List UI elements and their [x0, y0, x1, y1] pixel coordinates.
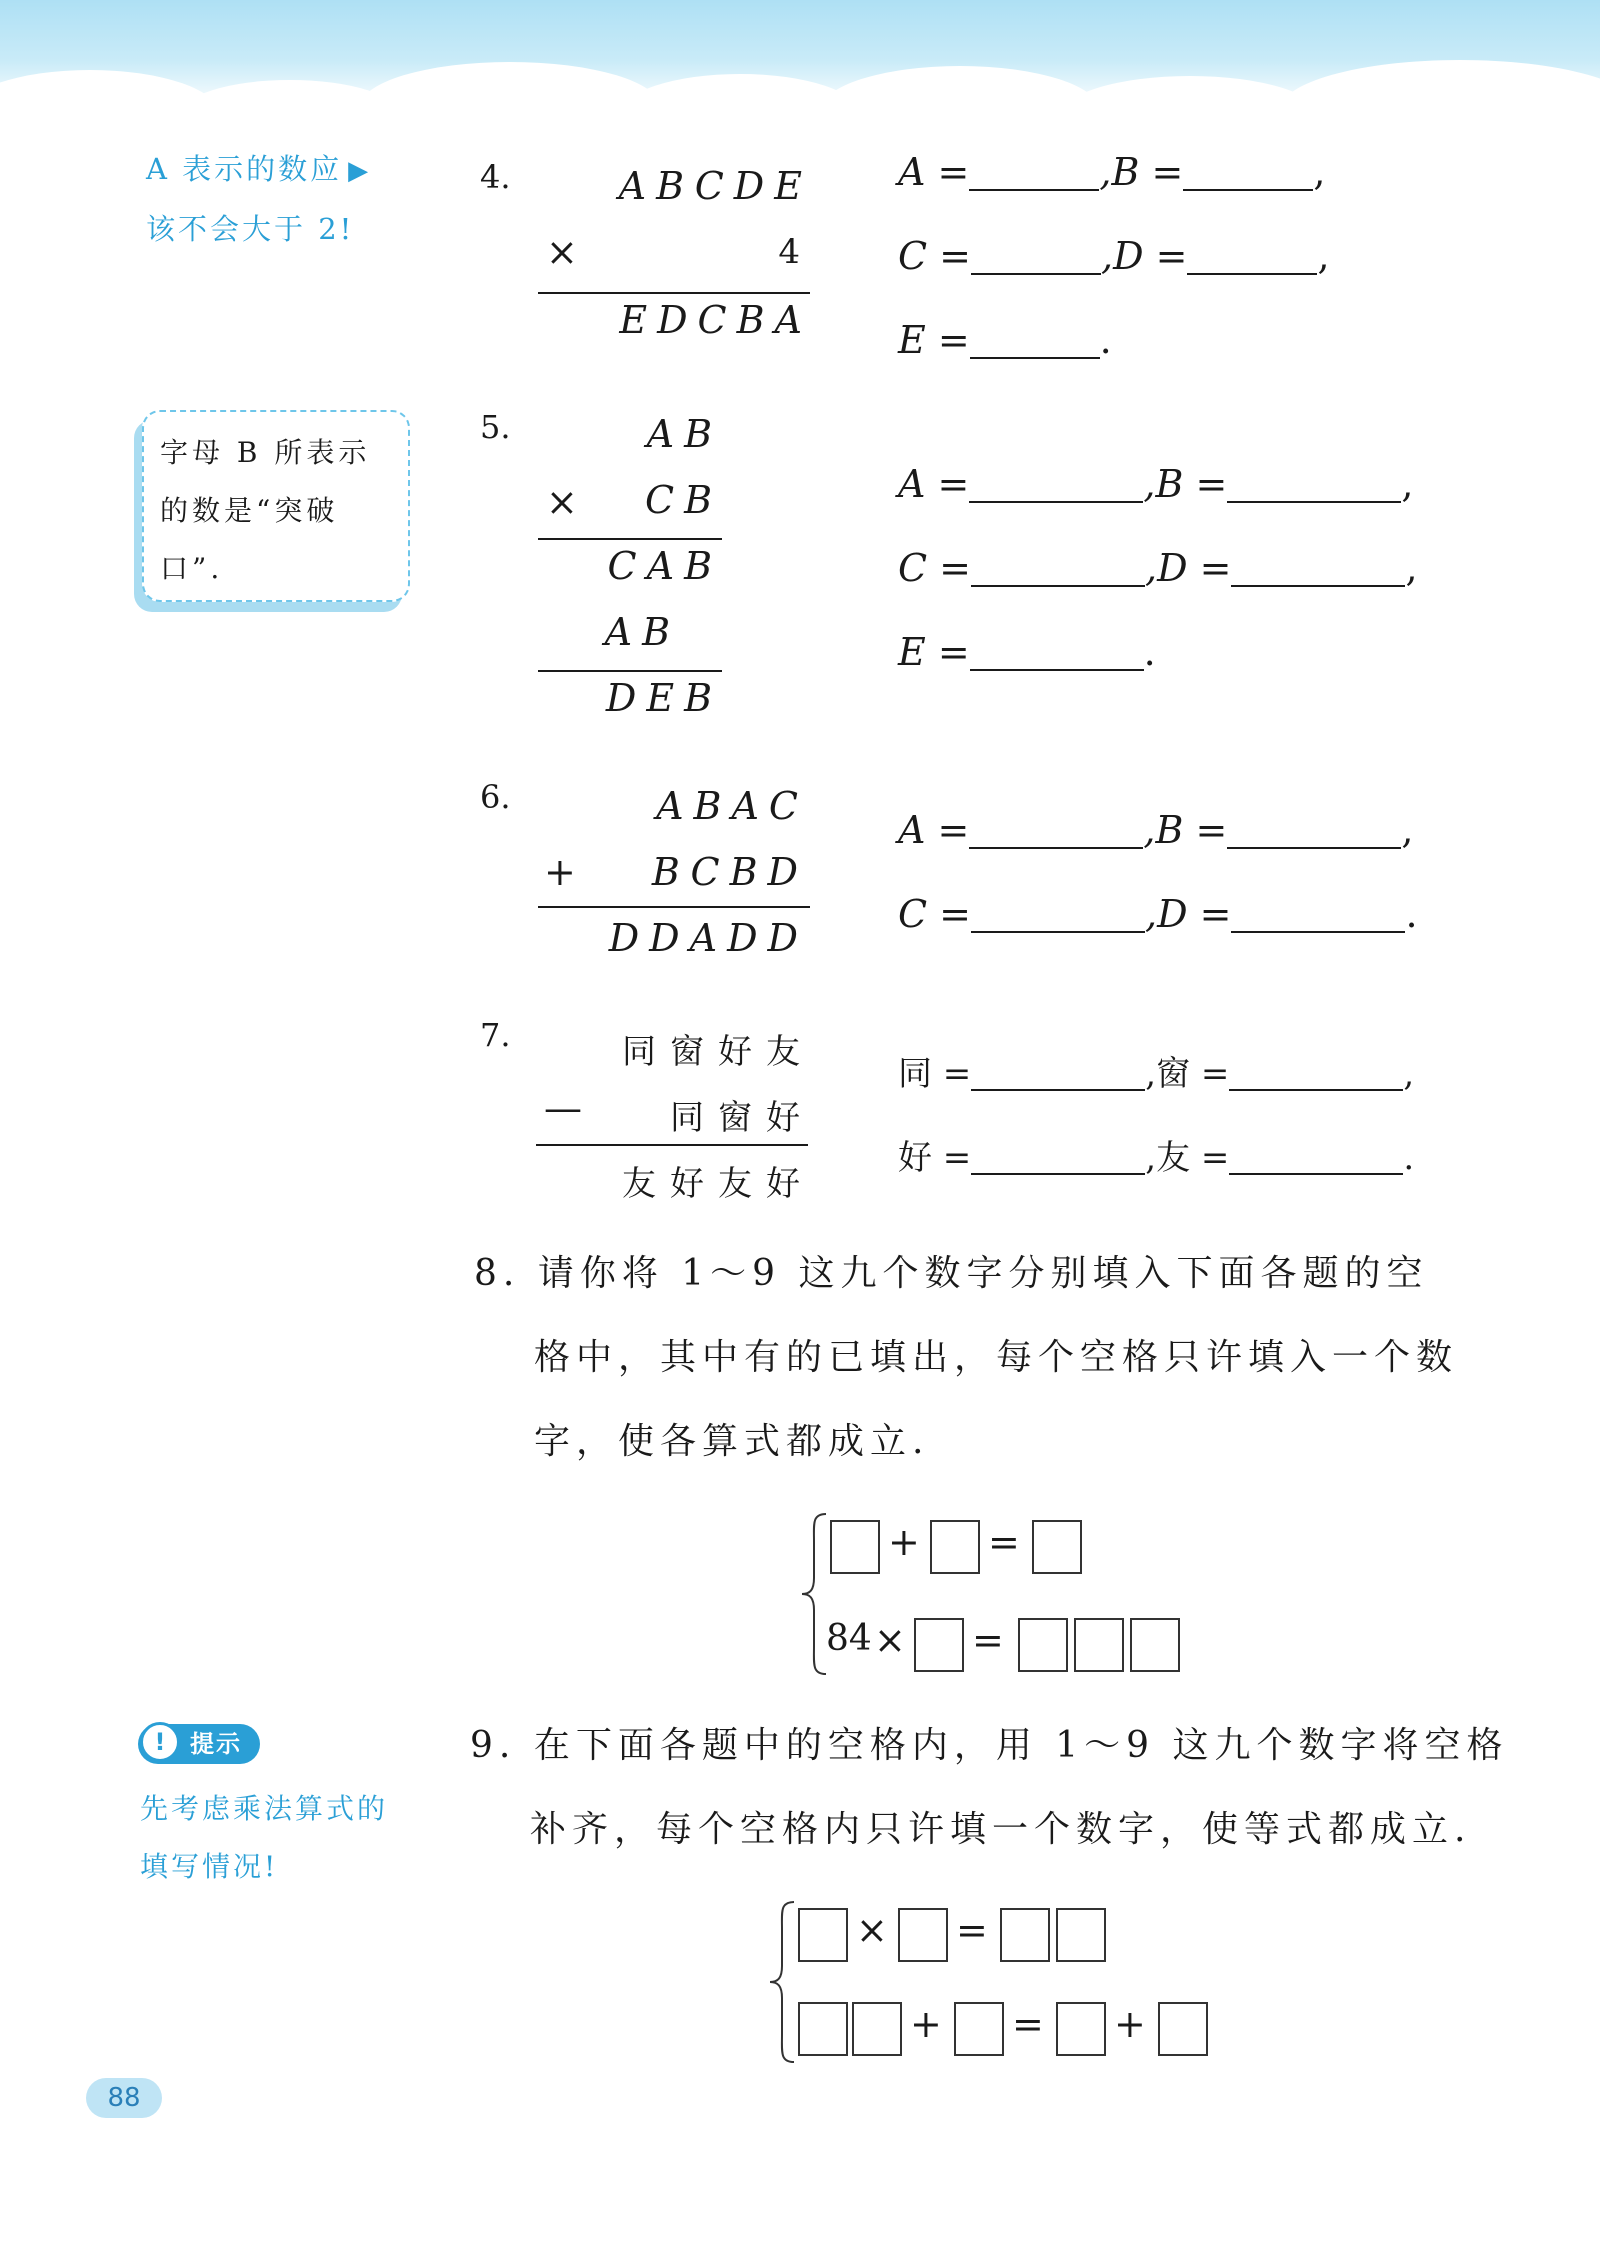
sidebar-tip-a — [146, 140, 371, 258]
times-sign: × — [546, 230, 578, 274]
plus-sign: + — [888, 1520, 920, 1564]
sum-line — [538, 292, 810, 294]
q4-answer-line-3 — [898, 318, 1112, 362]
answer-label: ,窗 = — [1145, 1054, 1230, 1094]
punctuation: . — [1403, 1138, 1415, 1178]
q4-answer-line-1 — [898, 150, 1325, 194]
q7-answer-line-2 — [898, 1130, 1414, 1179]
sum-line — [538, 906, 810, 908]
q5-answer-line-1 — [898, 462, 1413, 506]
answer-blank[interactable] — [969, 153, 1099, 191]
page-number: 88 — [86, 2078, 162, 2118]
q9-line: 补齐，每个空格内只许填一个数字，使等式都成立. — [530, 1809, 1472, 1850]
answer-label: ,友 = — [1145, 1138, 1230, 1178]
plus-sign: + — [544, 850, 576, 894]
q4-answer-line-2 — [898, 234, 1330, 278]
answer-box[interactable] — [930, 1520, 980, 1574]
header-cloud-band — [0, 0, 1600, 110]
punctuation: , — [1403, 1054, 1415, 1094]
punctuation: , — [1317, 234, 1330, 278]
q9-line: 在下面各题中的空格内，用 1～9 这九个数字将空格 — [533, 1725, 1509, 1766]
answer-box[interactable] — [954, 2002, 1004, 2056]
answer-label: C = — [898, 234, 971, 278]
q8-line: 格中，其中有的已填出，每个空格只许填入一个数 — [534, 1337, 1459, 1378]
answer-box[interactable] — [1130, 1618, 1180, 1672]
punctuation: , — [1313, 150, 1326, 194]
plus-sign: + — [910, 2002, 942, 2046]
q7-answer-line-1 — [898, 1046, 1414, 1095]
answer-box[interactable] — [1056, 2002, 1106, 2056]
punctuation: . — [1143, 630, 1156, 674]
question-number: 9. — [470, 1725, 517, 1766]
q6-answer-line-1 — [898, 808, 1413, 852]
q7-row-2: 同窗好 — [670, 1098, 814, 1138]
punctuation: . — [1405, 892, 1418, 936]
answer-label: ,D = — [1145, 546, 1232, 590]
answer-label: E = — [898, 318, 970, 362]
q6-row-2: BCBD — [651, 850, 808, 894]
note-line: 字母 B 所表示 — [160, 436, 371, 469]
triangle-right-icon: ▶ — [348, 156, 372, 186]
answer-label: C = — [898, 892, 971, 936]
times-sign: × — [546, 480, 578, 524]
answer-blank[interactable] — [970, 321, 1100, 359]
answer-blank[interactable] — [971, 895, 1145, 933]
answer-blank[interactable] — [1187, 237, 1317, 275]
answer-blank[interactable] — [1227, 811, 1401, 849]
q6-row-1: ABAC — [656, 784, 808, 828]
hint-badge-label: 提示 — [190, 1730, 242, 1758]
times-sign: × — [856, 1908, 888, 1952]
q4-row-3: EDCBA — [619, 298, 812, 342]
answer-label: A = — [898, 808, 970, 852]
answer-blank[interactable] — [1231, 895, 1405, 933]
answer-box[interactable] — [852, 2002, 902, 2056]
answer-blank[interactable] — [971, 237, 1101, 275]
note-line: 的数是“突破 — [160, 494, 339, 527]
answer-label: C = — [898, 546, 971, 590]
tip-line: A 表示的数应 — [146, 152, 343, 186]
answer-blank[interactable] — [969, 465, 1143, 503]
answer-blank[interactable] — [1229, 1053, 1403, 1091]
q5-row-1: AB — [646, 412, 722, 456]
question-number: 6. — [480, 778, 511, 816]
answer-blank[interactable] — [1227, 465, 1401, 503]
answer-box[interactable] — [1018, 1618, 1068, 1672]
sum-line — [538, 670, 722, 672]
answer-box[interactable] — [1074, 1618, 1124, 1672]
exclamation-icon: ! — [140, 1722, 180, 1762]
answer-box[interactable] — [1158, 2002, 1208, 2056]
punctuation: , — [1401, 462, 1414, 506]
answer-blank[interactable] — [970, 633, 1144, 671]
answer-label: ,B = — [1099, 150, 1184, 194]
punctuation: , — [1405, 546, 1418, 590]
plus-sign: + — [1114, 2002, 1146, 2046]
q5-row-2: CB — [645, 478, 722, 522]
answer-label: 同 = — [898, 1054, 972, 1094]
answer-label: A = — [898, 150, 970, 194]
answer-label: ,B = — [1143, 462, 1228, 506]
q8-line: 字，使各算式都成立. — [534, 1421, 930, 1462]
tip-line: 该不会大于 2! — [146, 212, 355, 246]
equals-sign: = — [956, 1908, 988, 1952]
answer-box[interactable] — [798, 1908, 848, 1962]
product-line — [538, 538, 722, 540]
sidebar-hint-text — [140, 1780, 388, 1896]
answer-label: ,D = — [1101, 234, 1188, 278]
equals-sign: = — [988, 1520, 1020, 1564]
answer-box[interactable] — [798, 2002, 848, 2056]
sidebar-note-b — [142, 410, 410, 602]
question-number: 4. — [480, 158, 511, 196]
q9-text — [470, 1704, 1530, 1872]
answer-blank[interactable] — [1231, 549, 1405, 587]
answer-blank[interactable] — [1183, 153, 1313, 191]
q4-row-2: 4 — [778, 232, 810, 272]
q5-row-5: DEB — [605, 676, 722, 720]
q5-answer-line-2 — [898, 546, 1418, 590]
question-number: 5. — [480, 408, 511, 446]
answer-box[interactable] — [1032, 1520, 1082, 1574]
answer-blank[interactable] — [971, 549, 1145, 587]
answer-label: ,B = — [1143, 808, 1228, 852]
answer-blank[interactable] — [971, 1137, 1145, 1175]
answer-label: 好 = — [898, 1138, 972, 1178]
answer-box[interactable] — [914, 1618, 964, 1672]
equals-sign: = — [1012, 2002, 1044, 2046]
equals-sign: = — [972, 1618, 1004, 1662]
punctuation: , — [1401, 808, 1414, 852]
q7-row-1: 同窗好友 — [622, 1032, 814, 1072]
q8-text — [474, 1232, 1494, 1484]
answer-box[interactable] — [1000, 1908, 1050, 1962]
q5-row-4: AB — [604, 610, 680, 654]
punctuation: . — [1099, 318, 1112, 362]
q4-row-1: ABCDE — [618, 164, 812, 208]
note-line: 口”. — [160, 552, 224, 585]
q6-row-3: DDADD — [608, 916, 808, 960]
times-sign: × — [874, 1618, 906, 1662]
q8-line: 请你将 1～9 这九个数字分别填入下面各题的空 — [537, 1253, 1429, 1294]
q5-row-3: CAB — [607, 544, 722, 588]
question-number: 7. — [480, 1016, 511, 1054]
answer-label: ,D = — [1145, 892, 1232, 936]
answer-box[interactable] — [1056, 1908, 1106, 1962]
answer-blank[interactable] — [1229, 1137, 1403, 1175]
answer-blank[interactable] — [971, 1053, 1145, 1091]
difference-line — [536, 1144, 808, 1146]
answer-box[interactable] — [830, 1520, 880, 1574]
q6-answer-line-2 — [898, 892, 1418, 936]
question-number: 8. — [474, 1253, 521, 1294]
left-brace — [768, 1900, 798, 2064]
hint-line: 填写情况! — [140, 1850, 279, 1883]
multiplicand: 84 — [826, 1618, 872, 1659]
q5-answer-line-3 — [898, 630, 1156, 674]
answer-label: A = — [898, 462, 970, 506]
answer-blank[interactable] — [969, 811, 1143, 849]
q7-row-3: 友好友好 — [622, 1164, 814, 1204]
hint-line: 先考虑乘法算式的 — [140, 1792, 389, 1825]
answer-box[interactable] — [898, 1908, 948, 1962]
answer-label: E = — [898, 630, 970, 674]
minus-sign: — — [544, 1086, 582, 1130]
